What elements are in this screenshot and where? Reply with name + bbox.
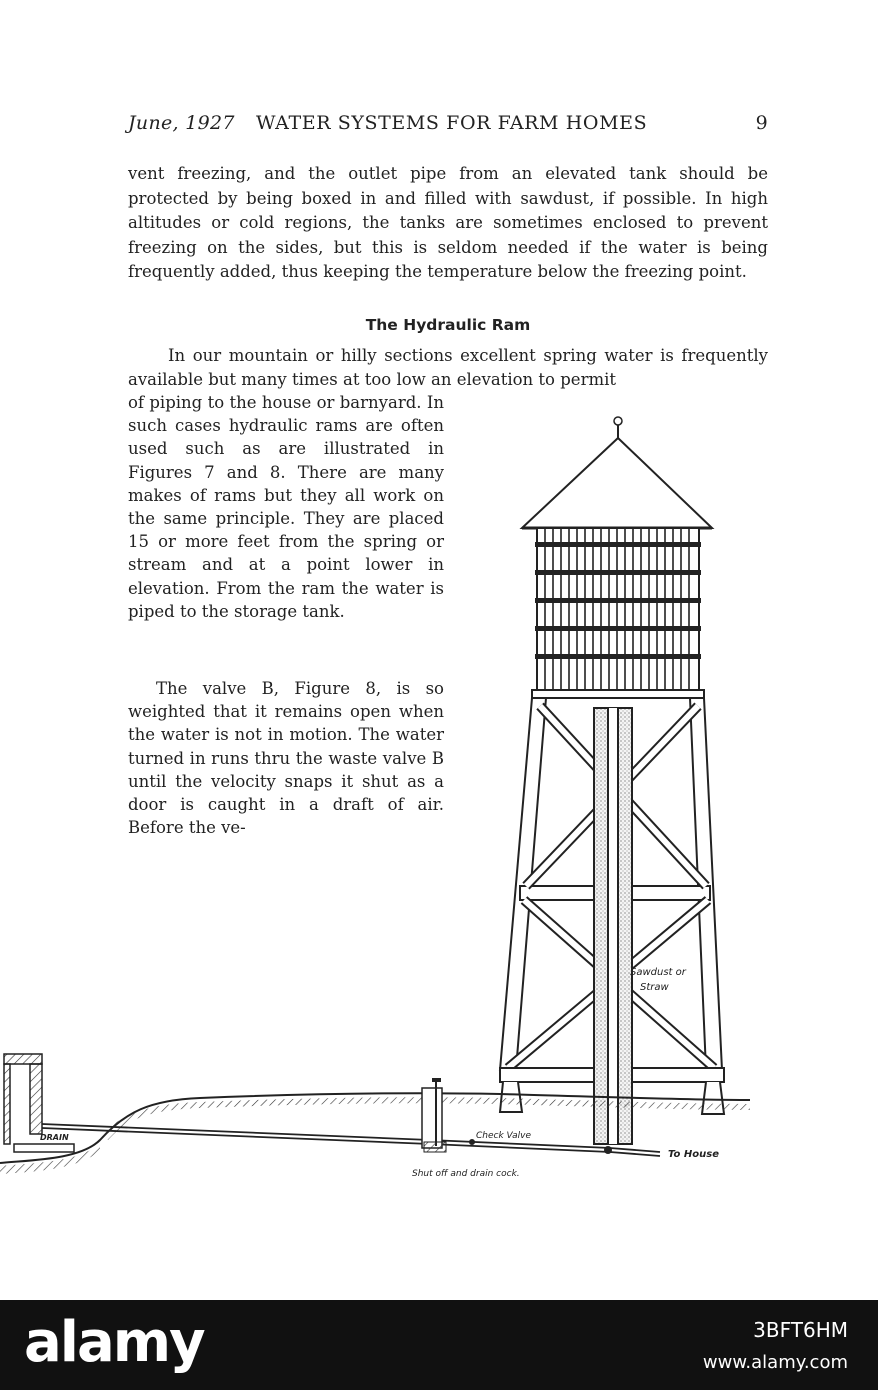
intro-paragraph — [128, 162, 768, 285]
page-header — [128, 112, 768, 140]
ground — [0, 1093, 750, 1174]
insulation-label-2: Straw — [640, 982, 669, 993]
water-tower-figure — [0, 400, 878, 1200]
tower-tank — [532, 528, 704, 698]
section-heading: The Hydraulic Ram — [365, 316, 531, 334]
header-date: June, 1927 — [128, 112, 235, 134]
intro-text: vent freezing, and the outlet pipe from an elevated tank should be protected by being boxed in and filled with sawdust, if possible. In high altitudes or cold regions, the tanks are sometimes enclosed to prevent freezing on the sides, but this is seldom needed if the water is being frequently added, thus keeping the temperature below the freezing point. — [128, 164, 768, 281]
to-house-label: To House — [668, 1149, 719, 1160]
tower-roof — [522, 417, 712, 528]
watermark-banner — [0, 1300, 878, 1390]
ram-text-full: In our mountain or hilly sections excellent spring water is frequently available but many times at too low an elevation to permit — [128, 346, 768, 389]
page-number: 9 — [755, 112, 768, 134]
supply-pipe — [42, 1124, 660, 1156]
insulation-label: Sawdust or — [630, 967, 686, 978]
valve-text: The valve B, Figure 8, is so weighted that it remains open when the water is not in motion. The water turned in runs thru the waste valve B until the velocity snaps it shut as a door is caught in a draft of air. Before the ve- — [128, 679, 444, 838]
watermark-logo: alamy — [24, 1310, 204, 1375]
insulated-pipe — [594, 708, 632, 1144]
ram-text-column: of piping to the house or barnyard. In such cases hydraulic rams are often used such as are illustrated in Figures 7 and 8. There are many makes of rams but they all work on the same principle. They are placed 15 or more feet from the spring or stream and at a point lower in elevation. From the ram the water is piped to the storage tank. — [128, 393, 444, 621]
drain-label: DRAIN — [40, 1133, 69, 1142]
check-valve-label: Check Valve — [476, 1131, 532, 1141]
image-code: 3BFT6HM — [753, 1318, 848, 1342]
ram-paragraph-full — [128, 344, 768, 391]
shutoff-label: Shut off and drain cock. — [412, 1169, 520, 1179]
watermark-url: www.alamy.com — [702, 1352, 848, 1373]
header-title: WATER SYSTEMS FOR FARM HOMES — [256, 112, 648, 134]
